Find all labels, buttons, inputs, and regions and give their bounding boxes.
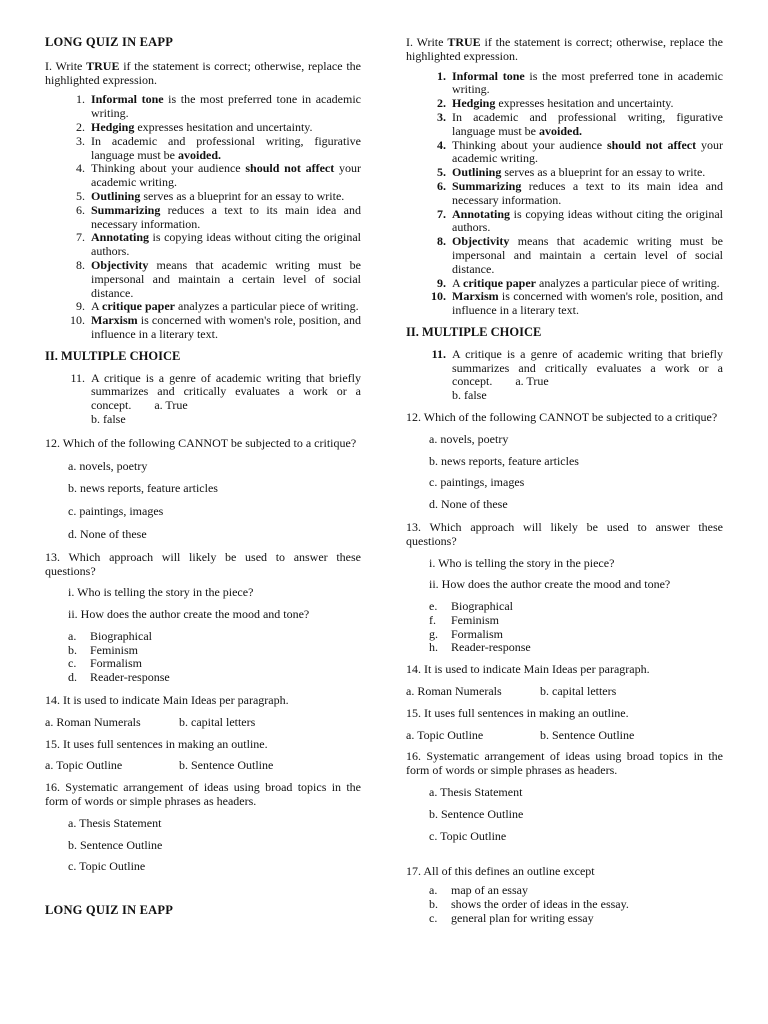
item-text: Objectivity means that academic writing must be impersonal and maintain a certain level of social distance. — [452, 234, 723, 276]
list-item — [406, 111, 723, 139]
question-12-options — [45, 460, 361, 542]
question-15: 15. It uses full sentences in making an outline. — [406, 705, 629, 720]
option: a. map of an essay — [429, 883, 528, 898]
item-text: Marxism is concerned with women's role, position, and influence in a literary text. — [452, 289, 723, 318]
item-number: 2. — [437, 96, 446, 111]
option: b. Feminism — [68, 642, 139, 657]
item-text: Outlining serves as a blueprint for an essay to write. — [452, 165, 706, 180]
question-14: 14. It is used to indicate Main Ideas per paragraph. — [45, 693, 289, 708]
question-13-options — [406, 600, 723, 655]
item-number: 3. — [76, 133, 85, 148]
item-number: 3. — [437, 109, 446, 124]
list-item — [45, 314, 361, 342]
option: c. general plan for writing essay — [429, 910, 594, 925]
right-column — [406, 36, 723, 926]
item-text: In academic and professional writing, figurative language must be avoided. — [452, 109, 723, 138]
option: c. paintings, images — [68, 504, 164, 519]
option: a. Thesis Statement — [429, 785, 523, 800]
item-number: 5. — [437, 165, 446, 180]
tf-instruction: I. Write TRUE if the statement is correct; otherwise, replace the highlighted expression. — [45, 58, 361, 87]
section-multiple-choice: II. MULTIPLE CHOICE — [406, 324, 542, 339]
item-number: 9. — [76, 299, 85, 314]
list-item — [45, 300, 361, 314]
item-text: A critique paper analyzes a particular piece of writing. — [452, 275, 720, 290]
list-item — [45, 190, 361, 204]
item-text: Thinking about your audience should not affect your academic writing. — [91, 161, 361, 190]
footer-quiz-title: LONG QUIZ IN EAPP — [45, 903, 174, 918]
question-13-item-i: i. Who is telling the story in the piece? — [429, 555, 615, 570]
question-15: 15. It uses full sentences in making an outline. — [45, 736, 268, 751]
list-item — [406, 97, 723, 111]
question-15-options: a. Topic Outline b. Sentence Outline — [406, 727, 635, 742]
question-15-options: a. Topic Outline b. Sentence Outline — [45, 758, 274, 773]
question-14-options: a. Roman Numerals b. capital letters — [45, 714, 256, 729]
question-11-option-b: b. false — [91, 411, 126, 426]
question-11: 11. A critique is a genre of academic writing that briefly summarizes and critically evaluates a work or a concept. a. True b. false — [70, 370, 361, 426]
question-12: 12. Which of the following CANNOT be subjected to a critique? — [45, 435, 357, 450]
question-11-option-b: b. false — [452, 388, 487, 403]
option: e. Biographical — [429, 599, 513, 614]
question-13-options — [45, 630, 361, 685]
list-item — [406, 277, 723, 291]
true-false-list — [45, 93, 361, 341]
item-number: 10. — [70, 313, 85, 328]
list-item — [406, 290, 723, 318]
item-number: 4. — [76, 161, 85, 176]
list-item — [45, 93, 361, 121]
list-item — [406, 180, 723, 208]
item-number: 5. — [76, 188, 85, 203]
item-text: Thinking about your audience should not affect your academic writing. — [452, 137, 723, 166]
list-item — [45, 121, 361, 135]
item-number: 6. — [437, 178, 446, 193]
question-12: 12. Which of the following CANNOT be subjected to a critique? — [406, 409, 718, 424]
option: c. Formalism — [68, 656, 143, 671]
option: b. shows the order of ideas in the essay. — [429, 897, 629, 912]
option: f. Feminism — [429, 612, 500, 627]
option: b. Sentence Outline — [68, 837, 163, 852]
item-text: Objectivity means that academic writing must be impersonal and maintain a certain level of social distance. — [91, 257, 361, 300]
list-item — [406, 70, 723, 98]
item-text: In academic and professional writing, figurative language must be avoided. — [91, 133, 361, 162]
question-12-options — [406, 433, 723, 512]
item-number: 7. — [437, 206, 446, 221]
question-11-text: A critique is a genre of academic writing that briefly summarizes and critically evaluates a work or a concept. — [452, 346, 723, 389]
option: b. Sentence Outline — [429, 806, 524, 821]
item-text: Informal tone is the most preferred tone in academic writing. — [91, 92, 361, 121]
question-13-item-ii: ii. How does the author create the mood and tone? — [68, 607, 310, 622]
left-column — [45, 36, 361, 928]
item-text: A critique paper analyzes a particular piece of writing. — [91, 299, 359, 314]
option: a. Thesis Statement — [68, 815, 162, 830]
question-13: 13. Which approach will likely be used to answer these questions? — [406, 519, 723, 548]
item-text: Annotating is copying ideas without citing the original authors. — [452, 206, 723, 235]
item-text: Informal tone is the most preferred tone in academic writing. — [452, 68, 723, 97]
item-text: Hedging expresses hesitation and uncertainty. — [452, 96, 674, 111]
list-item — [45, 231, 361, 259]
question-16-options — [45, 817, 361, 874]
question-13-item-i: i. Who is telling the story in the piece? — [68, 585, 254, 600]
option: d. None of these — [68, 526, 147, 541]
question-11-option-a: a. True — [515, 374, 549, 389]
list-item — [45, 204, 361, 232]
item-number: 6. — [76, 202, 85, 217]
item-number: 2. — [76, 119, 85, 134]
question-17-options — [406, 884, 723, 925]
option: c. paintings, images — [429, 475, 525, 490]
question-16: 16. Systematic arrangement of ideas using broad topics in the form of words or simple phrases as headers. — [406, 749, 723, 778]
option: a. novels, poetry — [68, 458, 148, 473]
item-text: Summarizing reduces a text to its main idea and necessary information. — [91, 202, 361, 231]
item-number: 4. — [437, 137, 446, 152]
option: g. Formalism — [429, 626, 504, 641]
item-text: Summarizing reduces a text to its main idea and necessary information. — [452, 178, 723, 207]
option: a. Biographical — [68, 628, 152, 643]
item-number: 1. — [76, 92, 85, 107]
item-number: 9. — [437, 275, 446, 290]
true-false-list — [406, 70, 723, 318]
question-13: 13. Which approach will likely be used to answer these questions? — [45, 549, 361, 578]
question-17: 17. All of this defines an outline except — [406, 864, 595, 879]
item-text: Annotating is copying ideas without citing the original authors. — [91, 230, 361, 259]
question-14-options: a. Roman Numerals b. capital letters — [406, 684, 617, 699]
list-item — [406, 235, 723, 276]
item-number: 7. — [76, 230, 85, 245]
quiz-title: LONG QUIZ IN EAPP — [45, 35, 174, 49]
item-text: Hedging expresses hesitation and uncertainty. — [91, 119, 313, 134]
item-text: Marxism is concerned with women's role, position, and influence in a literary text. — [91, 313, 361, 341]
option: c. Topic Outline — [429, 828, 507, 843]
item-text: Outlining serves as a blueprint for an essay to write. — [91, 188, 345, 203]
item-number: 8. — [437, 234, 446, 249]
question-16-options — [406, 786, 723, 843]
option: b. news reports, feature articles — [68, 481, 218, 496]
list-item — [406, 139, 723, 167]
question-16: 16. Systematic arrangement of ideas using broad topics in the form of words or simple phrases as headers. — [45, 780, 361, 809]
section-multiple-choice: II. MULTIPLE CHOICE — [45, 348, 181, 363]
list-item — [45, 259, 361, 300]
item-number: 10. — [431, 289, 446, 304]
option: c. Topic Outline — [68, 859, 146, 874]
option: b. news reports, feature articles — [429, 453, 579, 468]
item-number: 8. — [76, 257, 85, 272]
option: h. Reader-response — [429, 640, 531, 655]
question-11-option-a: a. True — [154, 398, 188, 413]
question-14: 14. It is used to indicate Main Ideas per paragraph. — [406, 662, 650, 677]
question-11: 11. A critique is a genre of academic writing that briefly summarizes and critically evaluates a work or a concept. a. True b. false — [431, 346, 723, 403]
list-item — [45, 135, 361, 163]
item-number: 1. — [437, 68, 446, 83]
question-11-text: A critique is a genre of academic writing that briefly summarizes and critically evaluates a work or a concept. — [91, 370, 361, 413]
tf-instruction: I. Write TRUE if the statement is correct; otherwise, replace the highlighted expression. — [406, 35, 723, 63]
list-item — [45, 162, 361, 190]
option: d. Reader-response — [68, 670, 170, 685]
list-item — [406, 166, 723, 180]
list-item — [406, 208, 723, 236]
question-13-item-ii: ii. How does the author create the mood and tone? — [429, 577, 671, 592]
option: d. None of these — [429, 497, 508, 512]
option: a. novels, poetry — [429, 431, 509, 446]
